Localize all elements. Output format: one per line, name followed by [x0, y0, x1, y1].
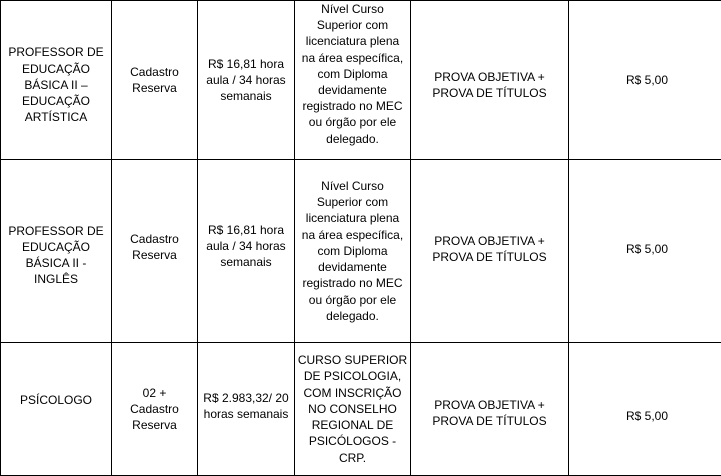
cell-line: CURSO SUPERIOR: [297, 352, 408, 368]
vencimento-cell: [198, 1, 295, 160]
cell-line: ARTÍSTICA: [3, 109, 109, 125]
cell-line: BÁSICA II -: [3, 255, 109, 271]
cell-line: PROVA OBJETIVA +: [413, 397, 566, 413]
cell-line: Nível Curso: [297, 1, 408, 17]
cell-line: Reserva: [114, 417, 195, 433]
cell-line: DE PSICOLOGIA,: [297, 368, 408, 384]
cell-line: PROVA DE TÍTULOS: [413, 85, 566, 101]
cell-line: NO CONSELHO: [297, 401, 408, 417]
cell-line: R$ 16,81 hora: [200, 222, 292, 238]
cell-line: horas semanais: [200, 406, 292, 422]
cargo-cell: [1, 1, 112, 160]
cell-line: PROVA DE TÍTULOS: [413, 249, 566, 265]
requisito-cell: [295, 160, 411, 343]
table-row: [1, 1, 721, 160]
cell-line: delegado.: [297, 131, 408, 147]
vencimento-cell: [198, 343, 295, 476]
cell-line: com Diploma: [297, 243, 408, 259]
cell-line: delegado.: [297, 308, 408, 324]
vagas-cell: [112, 1, 198, 160]
prova-cell: [411, 160, 569, 343]
cell-line: semanais: [200, 254, 292, 270]
cell-line: INGLÊS: [3, 271, 109, 287]
cell-line: PROVA DE TÍTULOS: [413, 413, 566, 429]
cell-line: R$ 5,00: [575, 72, 719, 88]
cell-line: registrado no MEC: [297, 275, 408, 291]
cell-line: ou órgão por ele: [297, 114, 408, 130]
cargo-cell: [1, 160, 112, 343]
cell-line: com Diploma: [297, 66, 408, 82]
prova-cell: [411, 1, 569, 160]
cell-line: Reserva: [114, 80, 195, 96]
cell-line: R$ 5,00: [575, 241, 719, 257]
cell-line: PROVA OBJETIVA +: [413, 69, 566, 85]
prova-cell: [411, 343, 569, 476]
cell-line: licenciatura plena: [297, 33, 408, 49]
cell-line: BÁSICA II –: [3, 77, 109, 93]
vencimento-cell: [198, 160, 295, 343]
cell-line: Cadastro: [114, 64, 195, 80]
cell-line: semanais: [200, 88, 292, 104]
cell-line: R$ 16,81 hora: [200, 56, 292, 72]
vagas-cell: [112, 343, 198, 476]
cargo-cell: [1, 343, 112, 476]
requisito-cell: [295, 1, 411, 160]
cell-line: EDUCAÇÃO: [3, 93, 109, 109]
cell-line: EDUCAÇÃO: [3, 61, 109, 77]
taxa-cell: [569, 1, 721, 160]
cell-line: Nível Curso: [297, 178, 408, 194]
cell-line: COM INSCRIÇÃO: [297, 385, 408, 401]
cell-line: PSICÓLOGOS -: [297, 433, 408, 449]
cell-line: licenciatura plena: [297, 210, 408, 226]
cell-line: Superior com: [297, 194, 408, 210]
cell-line: na área específica,: [297, 50, 408, 66]
cell-line: Superior com: [297, 17, 408, 33]
cell-line: aula / 34 horas: [200, 238, 292, 254]
cell-line: PROFESSOR DE: [3, 44, 109, 60]
cell-line: na área específica,: [297, 227, 408, 243]
vagas-cell: [112, 160, 198, 343]
cell-line: Cadastro: [114, 231, 195, 247]
cell-line: CRP.: [297, 450, 408, 466]
cell-line: ou órgão por ele: [297, 292, 408, 308]
cell-line: devidamente: [297, 82, 408, 98]
table-row: [1, 343, 721, 476]
cell-line: PROFESSOR DE: [3, 223, 109, 239]
cell-line: R$ 2.983,32/ 20: [200, 390, 292, 406]
requisito-cell: [295, 343, 411, 476]
cell-line: R$ 5,00: [575, 408, 719, 424]
cell-line: aula / 34 horas: [200, 72, 292, 88]
cell-line: EDUCAÇÃO: [3, 239, 109, 255]
cell-line: Cadastro: [114, 401, 195, 417]
cell-line: 02 +: [114, 385, 195, 401]
table-row: [1, 160, 721, 343]
cell-line: Reserva: [114, 247, 195, 263]
cell-line: registrado no MEC: [297, 98, 408, 114]
cell-line: REGIONAL DE: [297, 417, 408, 433]
cell-line: devidamente: [297, 259, 408, 275]
taxa-cell: [569, 343, 721, 476]
cell-line: PROVA OBJETIVA +: [413, 233, 566, 249]
taxa-cell: [569, 160, 721, 343]
cell-line: PSÍCOLOGO: [3, 392, 109, 408]
